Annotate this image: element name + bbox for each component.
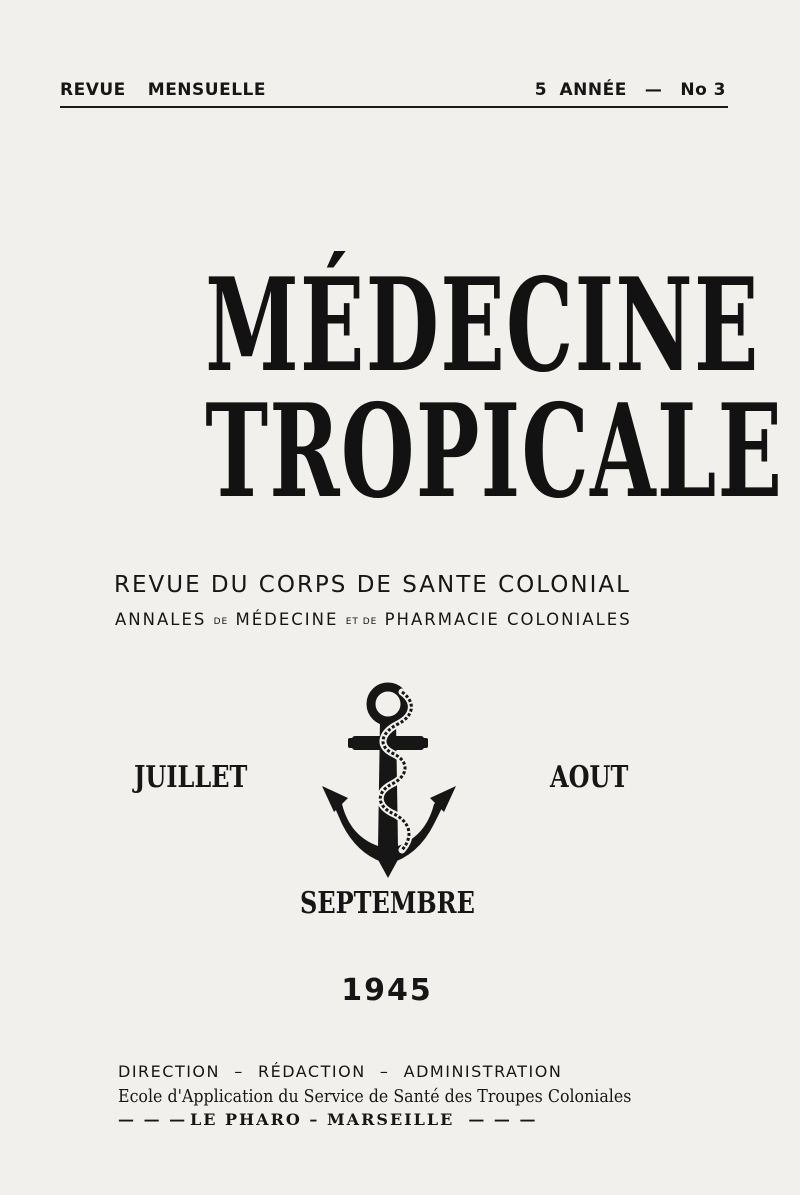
footer-redaction: RÉDACTION — [258, 1062, 366, 1081]
cover-header — [60, 78, 728, 108]
subtitle-line-2 — [115, 610, 675, 629]
footer-dashes-right: — — — — [468, 1110, 538, 1129]
subtitle-annales: ANNALES — [115, 610, 207, 629]
year-word: ANNÉE — [559, 80, 627, 100]
subtitle-pharmacie: PHARMACIE COLONIALES — [384, 610, 632, 629]
month-left: JUILLET — [134, 760, 248, 795]
title-line-1: MÉDECINE — [205, 251, 760, 401]
title-line-2: TROPICALE — [205, 377, 784, 527]
month-bottom: SEPTEMBRE — [300, 886, 475, 921]
issue-info — [517, 80, 726, 100]
subtitle-line-1: REVUE DU CORPS DE SANTE COLONIAL — [114, 572, 631, 598]
footer-dashes-left: — — — — [118, 1110, 188, 1129]
month-right: AOUT — [550, 760, 629, 795]
subtitle-et-de: ET DE — [345, 617, 378, 627]
footer-departments — [118, 1062, 658, 1081]
year-ordinal: 5 — [534, 80, 554, 100]
periodicity-word-1: REVUE — [60, 80, 126, 100]
periodicity-word-2: MENSUELLE — [147, 80, 266, 100]
footer-direction: DIRECTION — [118, 1062, 220, 1081]
anchor-icon — [318, 680, 460, 880]
header-dash: — — [644, 80, 663, 100]
footer-administration: ADMINISTRATION — [403, 1062, 563, 1081]
footer-school: Ecole d'Application du Service de Santé des Troupes Coloniales — [118, 1086, 632, 1107]
issue-number: No 3 — [680, 80, 726, 100]
footer-address-sep: – — [309, 1110, 320, 1129]
footer-address — [118, 1110, 658, 1129]
footer-marseille: MARSEILLE — [326, 1110, 455, 1129]
subtitle-de: DE — [213, 617, 229, 627]
footer-sep-1: – — [234, 1062, 244, 1081]
publication-year: 1945 — [341, 973, 433, 1008]
periodicity — [60, 80, 266, 100]
subtitle-medecine: MÉDECINE — [235, 610, 339, 629]
footer-pharo: LE PHARO — [190, 1110, 302, 1129]
footer-sep-2: – — [379, 1062, 390, 1081]
